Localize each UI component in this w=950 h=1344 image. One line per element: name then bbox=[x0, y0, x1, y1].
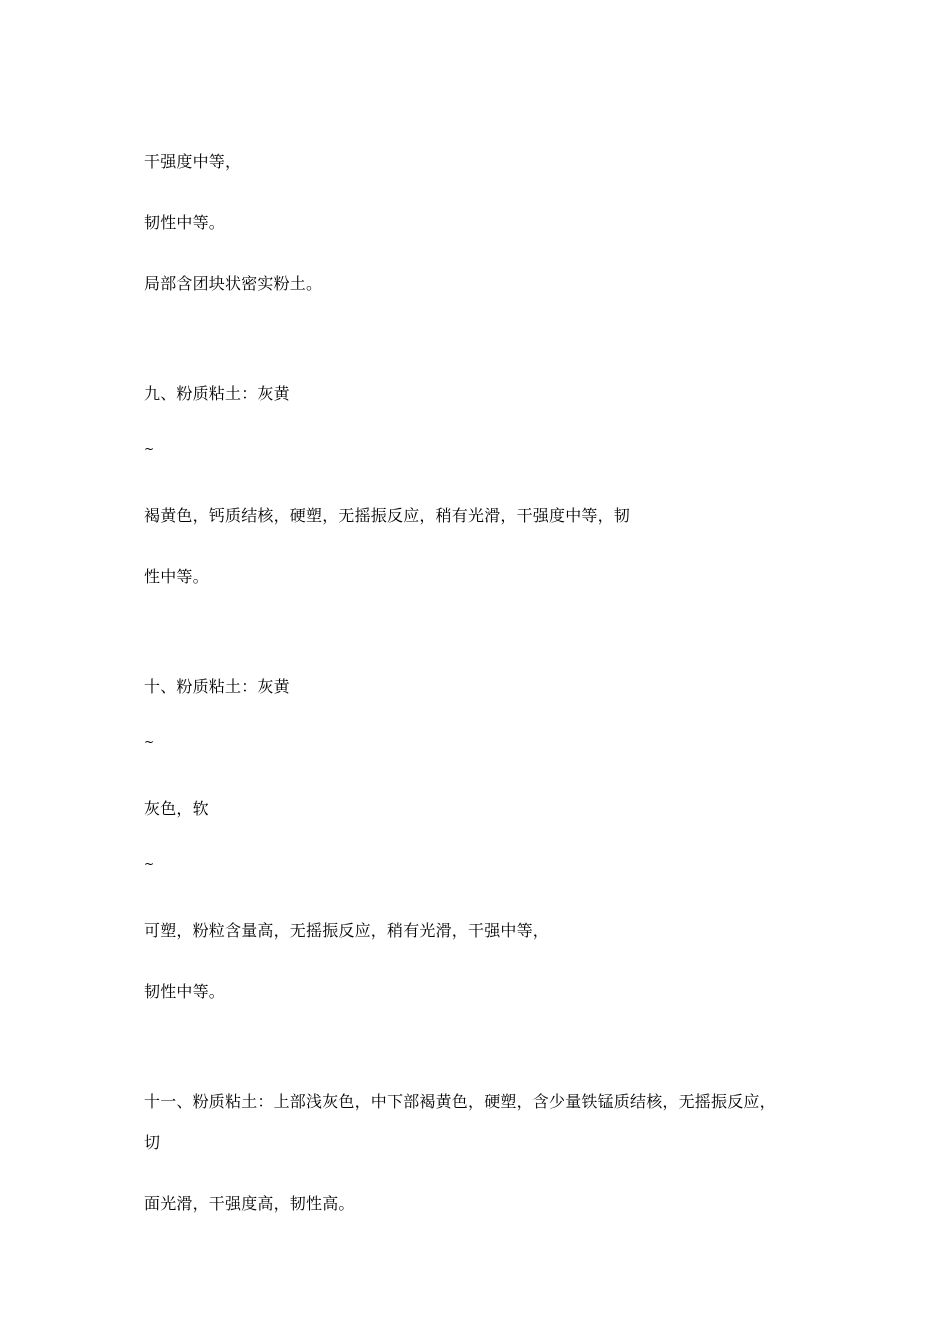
paragraph-line: 干强度中等， bbox=[144, 152, 242, 171]
section-heading-10: 十、粉质粘土：灰黄 bbox=[144, 677, 290, 696]
paragraph-line: 韧性中等。 bbox=[144, 213, 226, 232]
paragraph-line: 性中等。 bbox=[144, 567, 209, 586]
paragraph-line: 褐黄色，钙质结核，硬塑，无摇振反应，稍有光滑，干强度中等，韧 bbox=[144, 506, 631, 525]
range-tilde: ~ bbox=[144, 857, 155, 871]
section-heading-11: 十一、粉质粘土：上部浅灰色，中下部褐黄色，硬塑，含少量铁锰质结核，无摇振反应， bbox=[144, 1092, 776, 1111]
range-tilde: ~ bbox=[144, 442, 155, 456]
range-tilde: ~ bbox=[144, 735, 155, 749]
paragraph-line: 局部含团块状密实粉土。 bbox=[144, 274, 323, 293]
paragraph-line: 灰色，软 bbox=[144, 799, 209, 818]
paragraph-line: 韧性中等。 bbox=[144, 982, 226, 1001]
section-heading-9: 九、粉质粘土：灰黄 bbox=[144, 384, 290, 403]
paragraph-line: 面光滑，干强度高，韧性高。 bbox=[144, 1194, 355, 1213]
paragraph-line: 切 bbox=[144, 1133, 161, 1152]
paragraph-line: 可塑，粉粒含量高，无摇振反应，稍有光滑，干强中等， bbox=[144, 921, 550, 940]
